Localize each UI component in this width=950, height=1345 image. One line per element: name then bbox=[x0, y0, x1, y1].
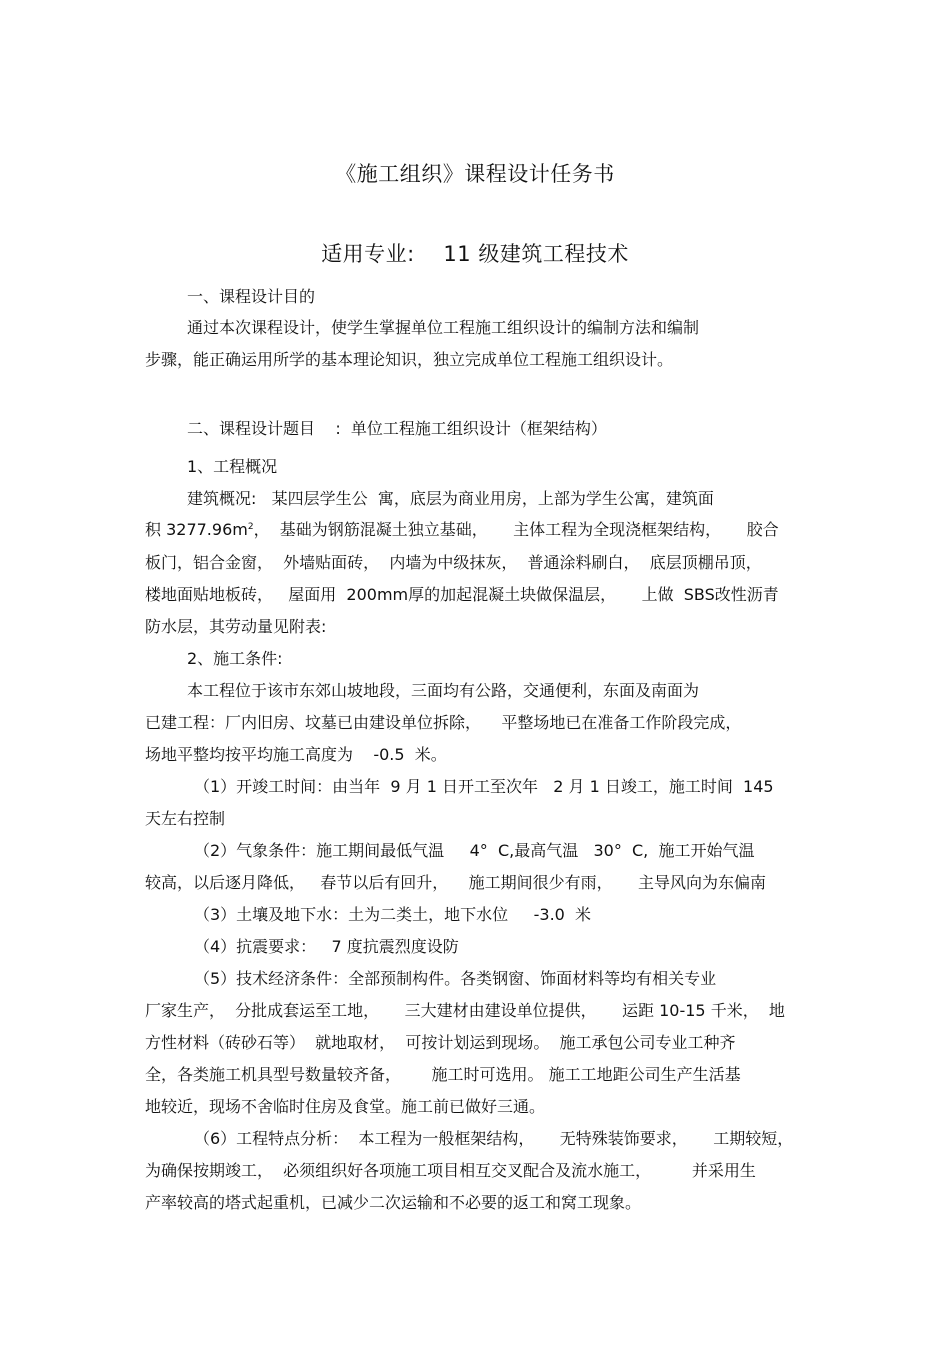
section1-line: 步骤，能正确运用所学的基本理论知识，独立完成单位工程施工组织设计。 bbox=[145, 350, 674, 369]
conditions-line: 已建工程：厂内旧房、坟墓已由建设单位拆除， 平整场地已在准备工作阶段完成， bbox=[145, 713, 742, 732]
overview-line: 防水层，其劳动量见附表: bbox=[145, 617, 327, 636]
overview-line: 建筑概况: 某四层学生公 寓，底层为商业用房，上部为学生公寓，建筑面 bbox=[187, 489, 714, 508]
sub-item-1: （1）开竣工时间：由当年 9 月 1 日开工至次年 2 月 1 日竣工，施工时间 145 bbox=[194, 777, 774, 796]
sub-item-6-cont: 为确保按期竣工， 必须组织好各项施工项目相互交叉配合及流水施工， 并采用生 bbox=[145, 1161, 756, 1180]
sub-item-2-cont: 较高，以后逐月降低， 春节以后有回升， 施工期间很少有雨， 主导风向为东偏南 bbox=[145, 873, 767, 892]
section1-line: 通过本次课程设计，使学生掌握单位工程施工组织设计的编制方法和编制 bbox=[187, 318, 700, 337]
area-superscript: 2 bbox=[247, 522, 254, 532]
conditions-line: 本工程位于该市东郊山坡地段，三面均有公路，交通便利，东面及南面为 bbox=[187, 681, 700, 700]
section2-heading: 二、课程设计题目 : 单位工程施工组织设计（框架结构） bbox=[187, 419, 607, 438]
overview-line-area bbox=[145, 520, 779, 540]
sub-item-5: （5）技术经济条件：全部预制构件。各类钢窗、饰面材料等均有相关专业 bbox=[194, 969, 717, 988]
document-subtitle: 适用专业: 11 级建筑工程技术 bbox=[321, 242, 629, 266]
document-title: 《施工组织》课程设计任务书 bbox=[335, 162, 615, 186]
sub-item-5-cont: 地较近，现场不舍临时住房及食堂。施工前已做好三通。 bbox=[145, 1097, 546, 1116]
sub-item-3: （3）土壤及地下水：土为二类土，地下水位 -3.0 米 bbox=[194, 905, 592, 924]
sub-item-6-cont: 产率较高的塔式起重机，已减少二次运输和不必要的返工和窝工现象。 bbox=[145, 1193, 642, 1212]
area-continuation: ， 基础为钢筋混凝土独立基础， 主体工程为全现浇框架结构， 胶合 bbox=[253, 520, 779, 539]
sub-item-4: （4）抗震要求： 7 度抗震烈度设防 bbox=[194, 937, 459, 956]
sub-item-5-cont: 方性材料（砖砂石等） 就地取材， 可按计划运到现场。 施工承包公司专业工种齐 bbox=[145, 1033, 736, 1052]
sub-item-6: （6）工程特点分析： 本工程为一般框架结构， 无特殊装饰要求， 工期较短， bbox=[194, 1129, 794, 1148]
item1-heading: 1、工程概况 bbox=[187, 457, 278, 476]
sub-item-1-cont: 天左右控制 bbox=[145, 809, 226, 828]
section1-heading: 一、课程设计目的 bbox=[187, 287, 316, 306]
overview-line: 楼地面贴地板砖， 屋面用 200mm厚的加起混凝土块做保温层， 上做 SBS改性沥青 bbox=[145, 585, 779, 604]
conditions-line: 场地平整均按平均施工高度为 -0.5 米。 bbox=[145, 745, 447, 764]
area-value: 积 3277.96m bbox=[145, 520, 248, 539]
sub-item-5-cont: 全，各类施工机具型号数量较齐备， 施工时可选用。 施工工地距公司生产生活基 bbox=[145, 1065, 741, 1084]
item2-heading: 2、施工条件: bbox=[187, 649, 283, 668]
overview-line: 板门，铝合金窗， 外墙贴面砖， 内墙为中级抹灰， 普通涂料刷白， 底层顶棚吊顶， bbox=[145, 553, 762, 572]
sub-item-5-cont: 厂家生产， 分批成套运至工地， 三大建材由建设单位提供， 运距 10-15 千米， 地 bbox=[145, 1001, 785, 1020]
sub-item-2: （2）气象条件：施工期间最低气温 4° C,最高气温 30° C, 施工开始气温 bbox=[194, 841, 755, 860]
